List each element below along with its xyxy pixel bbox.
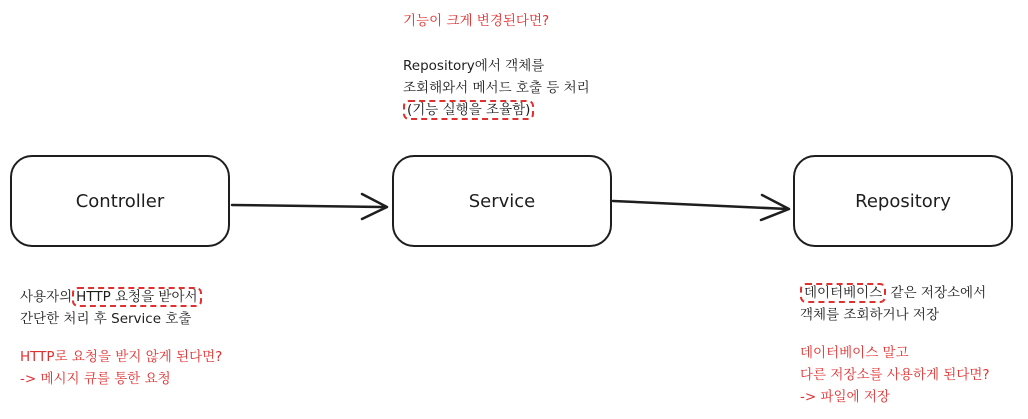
service-label: Service — [468, 190, 536, 212]
repository-question-line-2: 다른 저장소를 사용하게 된다면? — [800, 367, 990, 383]
service-desc-line-2: 조회해와서 메서드 호출 등 처리 — [403, 80, 590, 96]
repository-desc-suffix: 같은 저장소에서 — [886, 285, 987, 301]
repository-description — [800, 282, 986, 326]
controller-question — [20, 346, 222, 390]
controller-label: Controller — [75, 190, 165, 212]
service-description — [403, 55, 590, 121]
arrow-controller-to-service — [232, 194, 387, 219]
controller-question-line-1: HTTP로 요청을 받지 않게 된다면? — [20, 349, 223, 365]
repository-highlight: 데이터베이스 — [800, 283, 886, 303]
controller-desc-line-2: 간단한 처리 후 Service 호출 — [20, 311, 192, 327]
repository-question-line-3: -> 파일에 저장 — [800, 389, 890, 405]
repository-desc-line-1 — [800, 282, 986, 304]
service-node — [392, 155, 612, 247]
controller-desc-prefix: 사용자의 — [20, 289, 73, 305]
service-highlight: (기능 실행을 조율함) — [403, 100, 534, 120]
controller-highlight: HTTP 요청을 받아서 — [72, 287, 201, 307]
controller-desc-line-1 — [20, 286, 202, 308]
service-desc-line-1: Repository에서 객체를 — [403, 58, 545, 74]
repository-node — [793, 155, 1013, 247]
controller-question-line-2: -> 메시지 큐를 통한 요청 — [20, 371, 171, 387]
repository-question-line-1: 데이터베이스 말고 — [800, 345, 909, 361]
repository-question — [800, 342, 990, 408]
controller-node — [10, 155, 230, 247]
service-desc-line-3 — [403, 99, 590, 121]
controller-description — [20, 286, 202, 330]
repository-desc-line-2: 객체를 조회하거나 저장 — [800, 307, 939, 323]
repository-label: Repository — [855, 190, 951, 212]
arrow-service-to-repository — [613, 195, 789, 220]
service-question-text: 기능이 크게 변경된다면? — [403, 13, 550, 29]
service-question — [403, 10, 549, 32]
